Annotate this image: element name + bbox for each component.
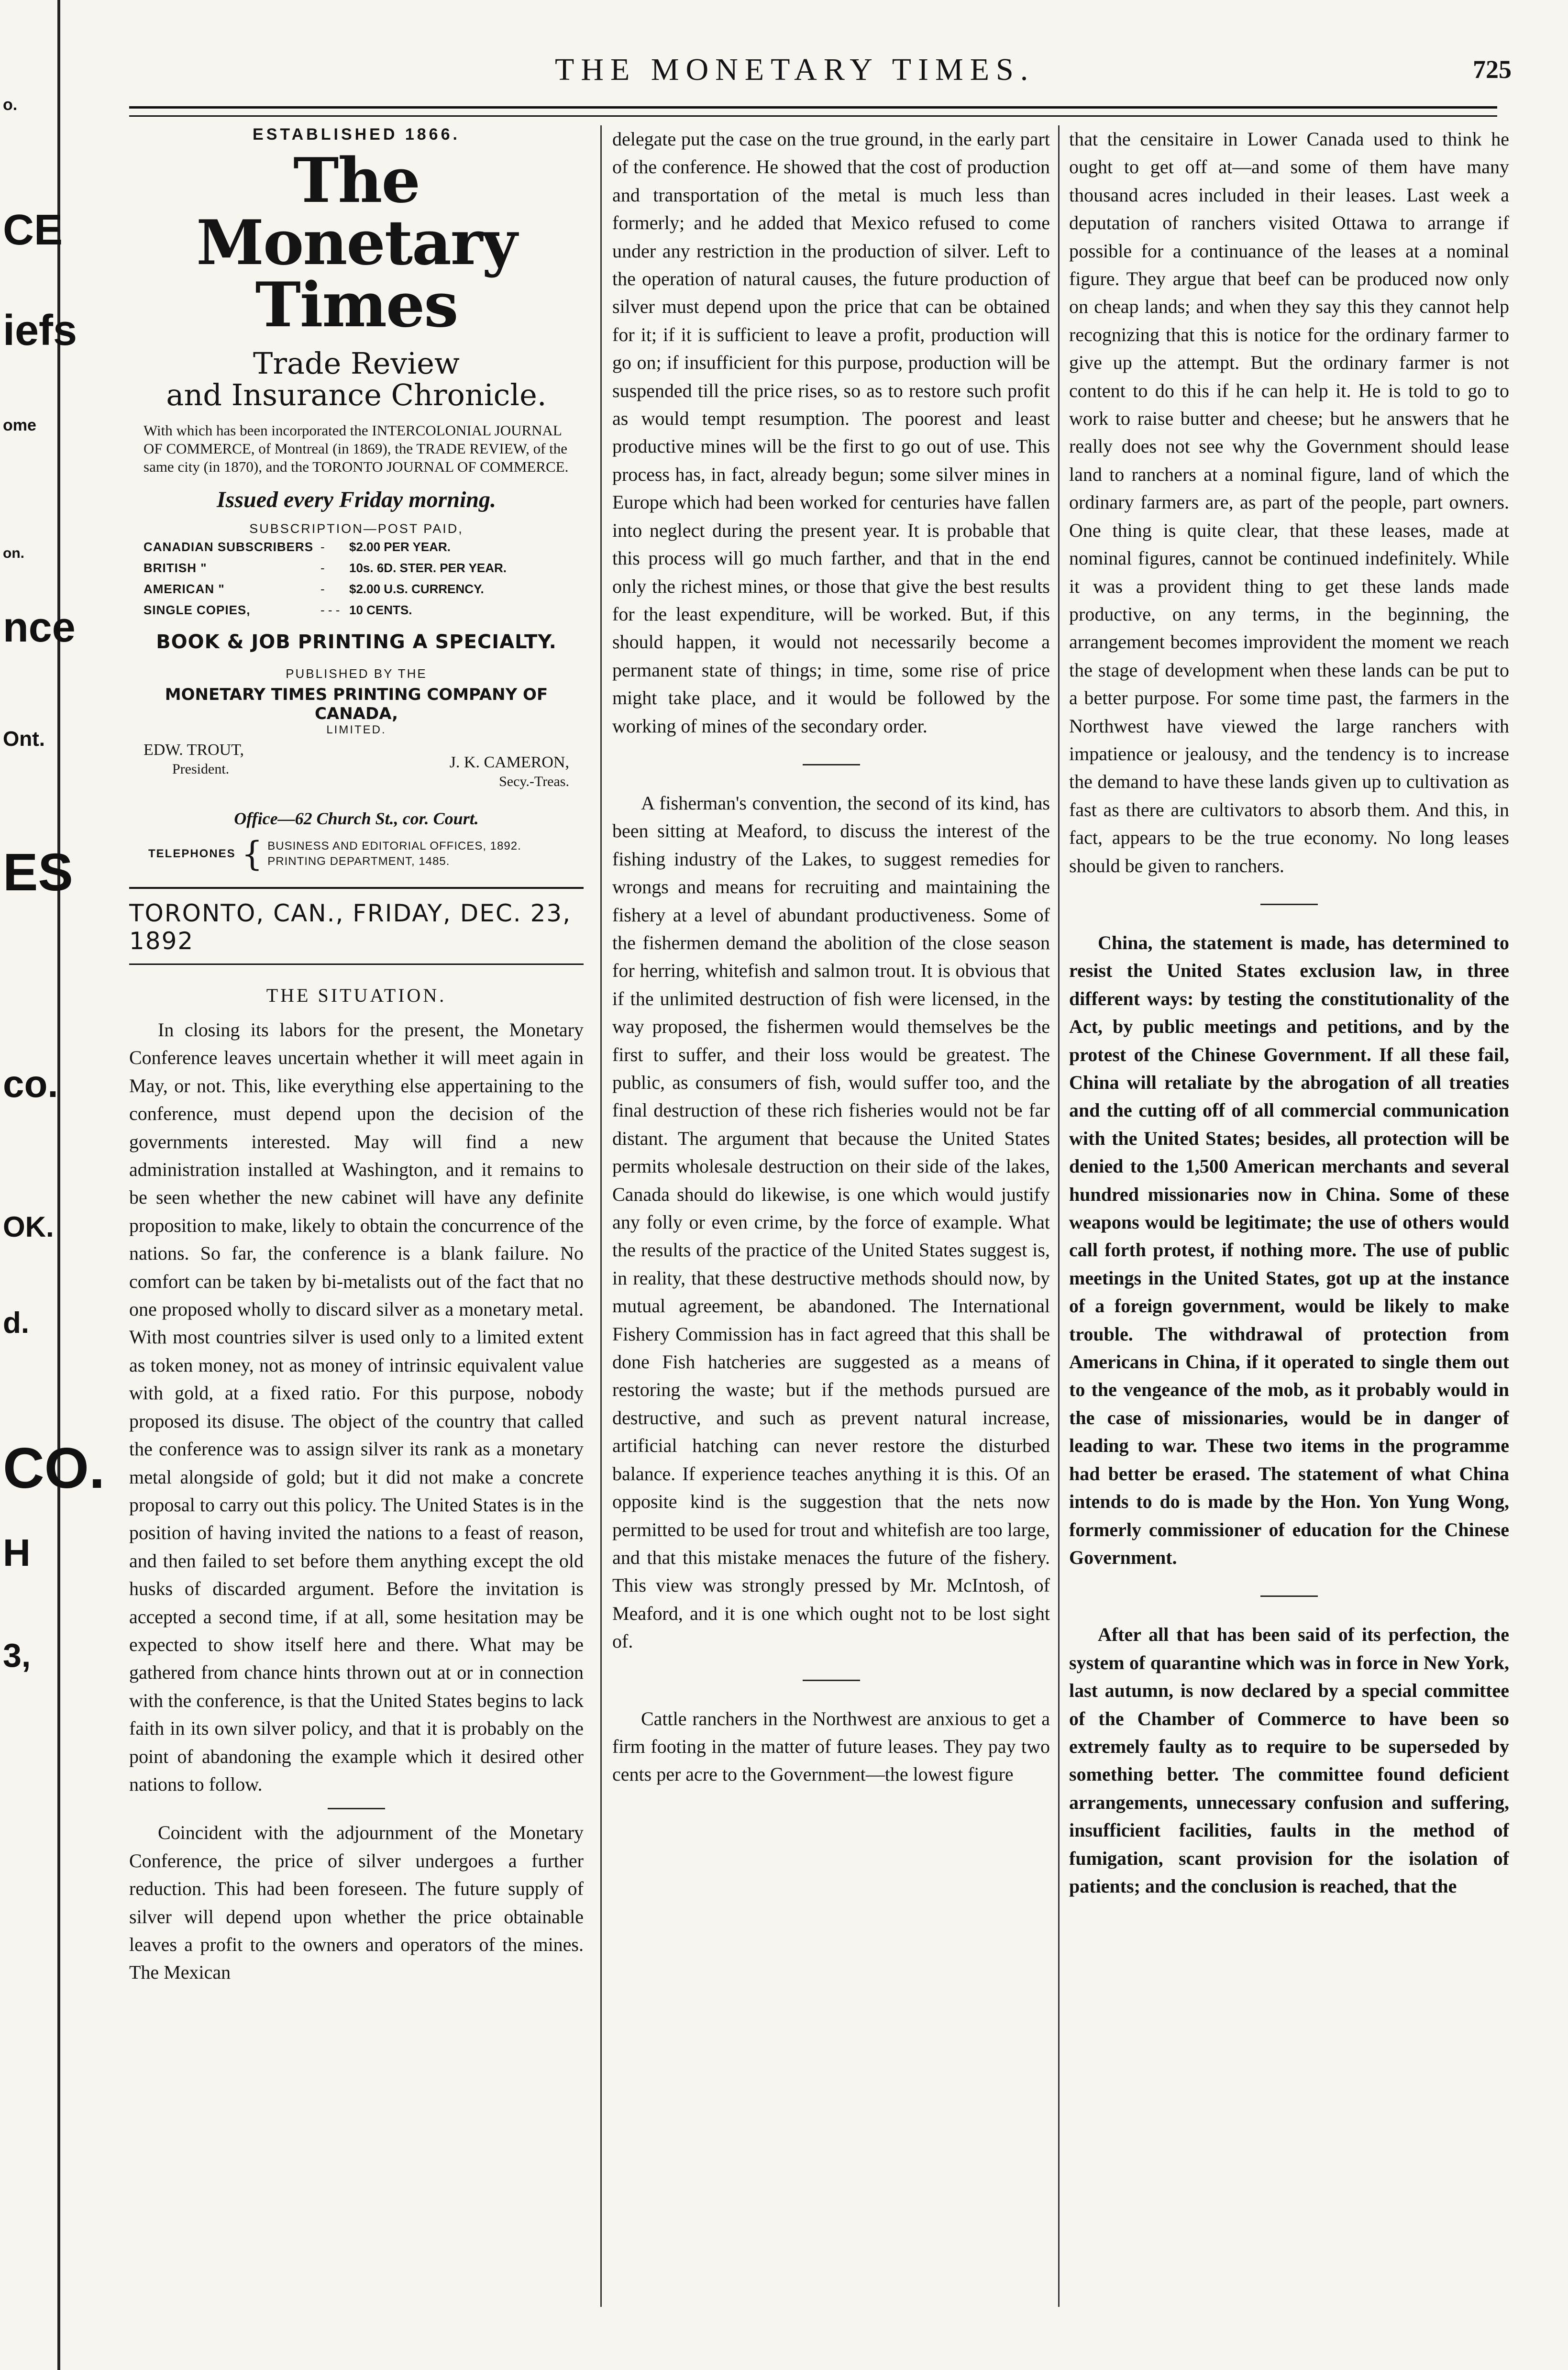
telephones	[148, 834, 584, 874]
edge-fragment: CO.	[3, 1436, 105, 1500]
section-title: THE SITUATION.	[266, 985, 447, 1006]
header-rule	[129, 106, 1497, 117]
subscription-price: $2.00 U.S. CURRENCY.	[349, 582, 484, 596]
secretary-role: Secy.-Treas.	[499, 774, 569, 789]
issued-line: Issued every Friday morning.	[216, 487, 496, 512]
telephone-line: PRINTING DEPARTMENT, 1485.	[267, 855, 450, 868]
subscription-row	[144, 557, 584, 578]
telephones-label: TELEPHONES	[148, 847, 236, 860]
subscription-table	[144, 536, 584, 620]
column-2	[612, 125, 1050, 2336]
subscription-label: BRITISH "	[144, 561, 207, 575]
paragraph: After all that has been said of its perfection, the system of quarantine which was in force in New York, last autumn, is now declared by a special committee of the Chamber of Commerce to have been so extremely faulty as to require to be superseded by something better. The committee found deficient arrangements, unnecessary confusion and suffering, insufficient facilities, faults in the method of fumigation, scant provision for the isolation of patients; and the conclusion is reached, that the	[1069, 1624, 1509, 1897]
section-divider	[803, 764, 860, 765]
dateline: TORONTO, CAN., FRIDAY, DEC. 23, 1892	[129, 899, 572, 955]
dateline-rule	[129, 964, 584, 965]
column-1	[129, 125, 584, 2336]
limited-line: LIMITED.	[326, 723, 386, 736]
publisher-company: MONETARY TIMES PRINTING COMPANY OF CANADA,	[165, 685, 548, 723]
article-body	[612, 125, 1050, 1789]
subscription-price: 10s. 6D. STER. PER YEAR.	[349, 561, 507, 575]
article-body	[1069, 125, 1509, 1900]
telephone-lines	[267, 839, 521, 869]
edge-fragment: H	[3, 1531, 31, 1574]
article-body	[129, 1016, 584, 1987]
edge-fragment: o.	[3, 96, 18, 114]
edge-fragment: OK.	[3, 1211, 54, 1243]
brace-glyph: {	[241, 834, 263, 874]
section-divider	[803, 1680, 860, 1681]
edge-fragment: 3,	[3, 1637, 31, 1674]
masthead	[129, 125, 584, 1007]
subscription-row	[144, 599, 584, 620]
masthead-subtitle: and Insurance Chronicle.	[166, 377, 547, 412]
subscription-price: $2.00 PER YEAR.	[349, 540, 451, 554]
masthead-title: The Monetary Times	[196, 145, 517, 341]
dateline-rule	[129, 887, 584, 889]
running-title: THE MONETARY TIMES.	[555, 52, 1035, 87]
established-line: ESTABLISHED 1866.	[253, 125, 460, 144]
secretary	[450, 741, 569, 791]
secretary-name: J. K. CAMERON,	[449, 753, 569, 771]
subscription-price: 10 CENTS.	[349, 603, 412, 617]
paragraph: A fisherman's convention, the second of its kind, has been sitting at Meaford, to discuss the interest of the fishing industry of the Lakes, to suggest remedies for wrongs and means for recruiting and maintaining the fishery at a level of abundant productiveness. Some of the fishermen demand the abolition of the close season for herring, whitefish and salmon trout. It is obvious that if the unlimited destruction of fish were licensed, in the way proposed, the fishermen would themselves be the first to suffer, and their loss would be greatest. The public, as consumers of fish, would suffer too, and the final destruction of these rich fisheries would not be far distant. The argument that because the United States permits wholesale destruction on their side of the lakes, Canada should do likewise, is one which would justify any folly or even crime, by the force of example. What the results of the practice of the United States suggest is, in reality, that these destructive methods should now, by mutual agreement, be abandoned. The International Fishery Commission has in fact agreed that this shall be done Fish hatcheries are suggested as a means of restoring the waste; but if the methods pursued are destructive, and such as prevent natural increase, artificial hatching can never restore the disturbed balance. If experience teaches anything it is this. Of an opposite kind is the suggestion that the nets now permitted to be used for trout and whitefish are too large, and that this mistake menaces the future of the fishery. This view was strongly pressed by Mr. McIntosh, of Meaford, and it is one which ought not to be lost sight of.	[612, 792, 1050, 1652]
subscription-dash: -	[320, 582, 325, 596]
officers	[144, 741, 569, 791]
section-divider	[328, 1808, 385, 1809]
paragraph: delegate put the case on the true ground, in the early part of the conference. He showed that the cost of production and transportation of the metal is much less than formerly; and he added that Mexico refused to come under any restriction in the production of silver. Left to the operation of natural causes, the future production of silver must depend upon the price that can be obtained for it; if it is sufficient to leave a profit, production will go on; if insufficient for this purpose, production will be suspended till the price rises, so as to restore such profit as would tempt resumption. The poorest and least productive mines will be the first to go out of use. This process has, in fact, already begun; some silver mines in Europe which had been worked for centuries have fallen into neglect during the present year. It is probable that this process will go much farther, and that in the end only the richest mines, or those that give the best results for the least expenditure, will be worked. But, if this should happen, it would not necessarily become a permanent state of things; in time, some rise of price might take place, and it would be followed by the working of mines of the secondary order.	[612, 128, 1050, 737]
edge-fragment: d.	[3, 1307, 30, 1340]
subscription-heading: SUBSCRIPTION—POST PAID,	[249, 521, 464, 536]
telephone-line: BUSINESS AND EDITORIAL OFFICES, 1892.	[267, 840, 521, 853]
paragraph: Coincident with the adjournment of the Monetary Conference, the price of silver undergoes a further reduction. This had been foreseen. The future supply of silver will depend upon whether the price obtainable leaves a profit to the owners and operators of the mines. The Mexican	[129, 1822, 584, 1983]
page-number: 725	[1473, 55, 1512, 84]
president	[144, 741, 244, 791]
column-rule	[600, 125, 602, 2307]
edge-fragment: on.	[3, 545, 24, 561]
subscription-dash: -	[320, 540, 325, 554]
masthead-subtitle: Trade Review	[253, 346, 460, 381]
paragraph: In closing its labors for the present, the Monetary Conference leaves uncertain whether it will meet again in May, or not. This, like everything else appertaining to the conference, must depend upon the decision of the governments interested. May will find a new administration installed at Washington, and it remains to be seen whether the new cabinet will have any definite proposition to make, likely to obtain the concurrence of the nations. So far, the conference is a blank failure. No comfort can be taken by bi-metalists out of the fact that no one proposed wholly to discard silver as a monetary metal. With most countries silver is used only to a limited extent as token money, not as money of intrinsic equivalent value with gold, at a fixed ratio. For this purpose, nobody proposed its disuse. The object of the country that called the conference was to assign silver its rank as a monetary metal alongside of gold; but it did not make a concrete proposal to carry out this policy. The United States is in the position of having invited the nations to a feast of reason, and then failed to set before them anything except the old husks of discarded argument. Before the invitation is accepted a second time, if at all, some hesitation may be expected to show itself here and there. What may be gathered from chance hints thrown out at or in connection with the conference, is that the United States begins to lack faith in its own silver policy, and that it is probably on the point of abandoning the example which it desired other nations to follow.	[129, 1019, 584, 1795]
subscription-row	[144, 578, 584, 599]
section-divider	[1260, 1595, 1318, 1597]
edge-fragment: iefs	[3, 307, 77, 354]
edge-fragment: co.	[3, 1063, 58, 1105]
paragraph: that the censitaire in Lower Canada used to think he ought to get off at—and some of them have many thousand acres included in their leases. Last week a deputation of ranchers visited Ottawa to arrange if possible for a continuance of the leases at a nominal figure. They argue that beef can be produced now only on cheap lands; and when they say this they cannot help recognizing that this is notice for the ordinary farmer to give up the attempt. But the ordinary farmer is not content to do this if he can help it. He is told to go to work to raise butter and cheese; but he answers that he really does not see why the Government should lease land to ranchers at a nominal figure, land of which the ordinary farmers are, as part of the people, part owners. One thing is quite clear, that these leases, made at nominal figures, cannot be continued indefinitely. While it was a provident thing to get these lands made productive, on any terms, in the beginning, the arrangement becomes improvident the moment we reach the stage of development when these lands can be put to a better purpose. For some time past, the farmers in the Northwest have viewed the large ranchers with impatience or jealousy, and the tendency is to increase the demand to have these lands given up to cultivation as fast as there are cultivators to absorb them. And this, in fact, appears to be the true economy. No long leases should be given to ranchers.	[1069, 128, 1509, 876]
paragraph: China, the statement is made, has determined to resist the United States exclusion law, in three different ways: by testing the constitutionality of the Act, by public meetings and petitions, and by the protest of the Chinese Government. If all these fail, China will retaliate by the abrogation of all treaties and the cutting off of all commercial communication with the United States; besides, all protection will be denied to the 1,500 American merchants and several hundred missionaries now in China. Some of these weapons would be legitimate; the use of others would call forth protest, if nothing more. The use of public meetings in the United States, got up at the instance of a foreign government, would be likely to make trouble. The withdrawal of protection from Americans in China, if it operated to single them out to the vengeance of the mob, as it probably would in the case of missionaries, would be in danger of leading to war. These two items in the programme had better be erased. The statement of what China intends to do is made by the Hon. Yon Yung Wong, formerly commissioner of education for the Chinese Government.	[1069, 931, 1509, 1568]
subscription-row	[144, 536, 584, 557]
edge-fragment: CE	[3, 206, 63, 254]
book-job-line: BOOK & JOB PRINTING A SPECIALTY.	[156, 631, 557, 653]
subscription-label: CANADIAN SUBSCRIBERS	[144, 540, 314, 554]
president-name: EDW. TROUT,	[144, 741, 244, 759]
column-rule	[1058, 125, 1060, 2307]
edge-fragment: nce	[3, 603, 76, 651]
subscription-dash: - - -	[320, 603, 340, 617]
subscription-label: AMERICAN "	[144, 582, 225, 596]
running-header	[124, 52, 1512, 104]
edge-fragment: ES	[3, 843, 73, 902]
section-divider	[1260, 904, 1318, 905]
published-by: PUBLISHED BY THE	[286, 666, 427, 681]
edge-fragment: ome	[3, 416, 36, 434]
office-address: Office—62 Church St., cor. Court.	[234, 809, 479, 828]
subscription-label: SINGLE COPIES,	[144, 603, 251, 617]
column-3	[1069, 125, 1509, 2336]
subscription-dash: -	[320, 561, 325, 575]
adjacent-page-edge	[0, 0, 105, 2370]
paragraph: Cattle ranchers in the Northwest are anxious to get a firm footing in the matter of future leases. They pay two cents per acre to the Government—the lowest figure	[612, 1707, 1050, 1785]
president-role: President.	[172, 761, 230, 777]
edge-fragment: Ont.	[3, 727, 45, 751]
incorporation-note: With which has been incorporated the INTERCOLONIAL JOURNAL OF COMMERCE, of Montreal (in 1869), the TRADE REVIEW, of the same city (in 1870), and the TORONTO JOURNAL OF COMMERCE.	[144, 422, 569, 475]
